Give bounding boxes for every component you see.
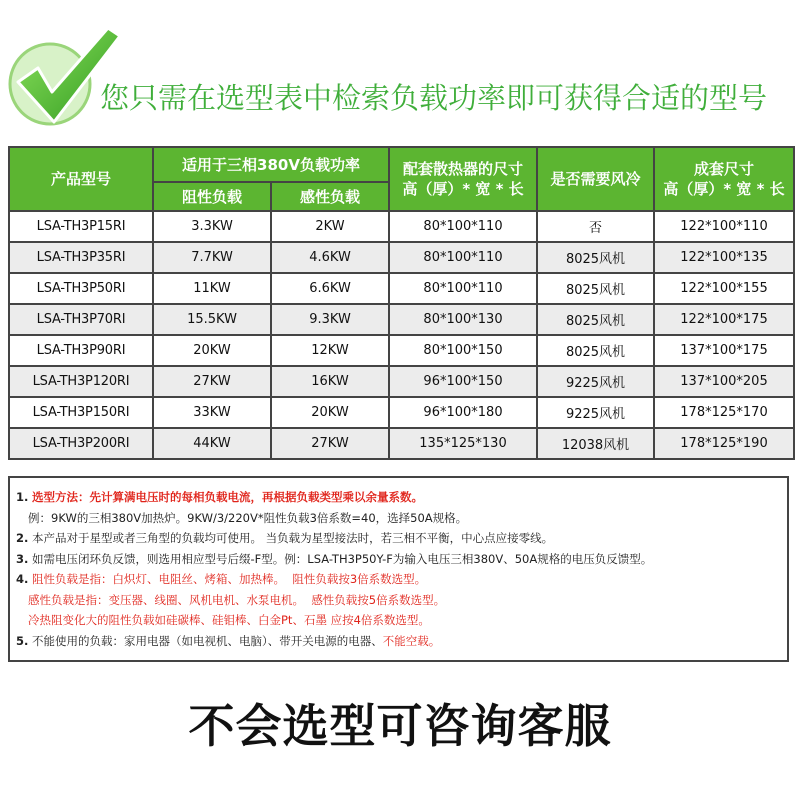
cell-heatsink: 80*100*110 bbox=[389, 273, 537, 304]
header bbox=[0, 0, 800, 140]
cell-fan: 8025风机 bbox=[537, 304, 654, 335]
cell-model: LSA-TH3P90RI bbox=[9, 335, 153, 366]
note-number: 1. bbox=[16, 490, 29, 504]
cell-set-size: 122*100*155 bbox=[654, 273, 794, 304]
header-power-group: 适用于三相380V负载功率 bbox=[153, 147, 389, 182]
note-3 bbox=[16, 549, 787, 570]
header-heatsink bbox=[389, 147, 537, 211]
headline: 您只需在选型表中检索负载功率即可获得合适的型号 bbox=[100, 81, 768, 115]
cell-set-size: 137*100*175 bbox=[654, 335, 794, 366]
note-5 bbox=[16, 631, 787, 652]
header-heatsink-line1: 配套散热器的尺寸 bbox=[403, 160, 524, 178]
cell-resistive: 7.7KW bbox=[153, 242, 271, 273]
table-row bbox=[9, 397, 794, 428]
header-set-size bbox=[654, 147, 794, 211]
cell-inductive: 6.6KW bbox=[271, 273, 389, 304]
cell-model: LSA-TH3P200RI bbox=[9, 428, 153, 459]
cell-inductive: 16KW bbox=[271, 366, 389, 397]
cell-heatsink: 96*100*180 bbox=[389, 397, 537, 428]
note-number: 5. bbox=[16, 633, 29, 648]
note-4-inductive-def: 感性负载是指：变压器、线圈、风机电机、水泵电机。 bbox=[28, 592, 304, 607]
cell-resistive: 11KW bbox=[153, 273, 271, 304]
note-3-text: 如需电压闭环负反馈，则选用相应型号后缀-F型。例：LSA-TH3P50Y-F为输入电压三相380V、50A规格的电压负反馈型。 bbox=[32, 551, 653, 566]
header-inductive: 感性负载 bbox=[271, 182, 389, 211]
table-row bbox=[9, 242, 794, 273]
header-model: 产品型号 bbox=[9, 147, 153, 211]
note-4 bbox=[16, 569, 787, 590]
table-row bbox=[9, 273, 794, 304]
table-row bbox=[9, 428, 794, 459]
cell-fan: 9225风机 bbox=[537, 366, 654, 397]
header-fan: 是否需要风冷 bbox=[537, 147, 654, 211]
note-4-special: 冷热阻变化大的阻性负载如硅碳棒、硅钼棒、白金Pt、石墨 应按4倍系数选型。 bbox=[28, 613, 430, 627]
note-5-red: 不能空载。 bbox=[382, 633, 441, 648]
cell-model: LSA-TH3P150RI bbox=[9, 397, 153, 428]
cell-model: LSA-TH3P120RI bbox=[9, 366, 153, 397]
selection-table-container bbox=[8, 146, 793, 460]
cell-inductive: 4.6KW bbox=[271, 242, 389, 273]
header-set-line2: 高（厚）* 宽 * 长 bbox=[663, 180, 785, 198]
note-4-inductive-factor: 感性负载按5倍系数选型。 bbox=[311, 592, 446, 607]
cell-resistive: 20KW bbox=[153, 335, 271, 366]
note-number: 4. bbox=[16, 572, 29, 586]
cell-inductive: 27KW bbox=[271, 428, 389, 459]
note-1-example: 例：9KW的三相380V加热炉。9KW/3/220V*阻性负载3倍系数=40，选择50A规格。 bbox=[28, 510, 468, 525]
cell-heatsink: 80*100*130 bbox=[389, 304, 537, 335]
note-4-resistive-def: 阻性负载是指：白炽灯、电阻丝、烤箱、加热棒。 bbox=[32, 572, 286, 586]
header-resistive: 阻性负载 bbox=[153, 182, 271, 211]
cell-inductive: 2KW bbox=[271, 211, 389, 242]
note-4-resistive-factor: 阻性负载按3倍系数选型。 bbox=[292, 572, 427, 586]
header-heatsink-line2: 高（厚）* 宽 * 长 bbox=[402, 180, 524, 198]
cell-resistive: 3.3KW bbox=[153, 211, 271, 242]
note-number: 3. bbox=[16, 551, 29, 566]
cell-set-size: 122*100*135 bbox=[654, 242, 794, 273]
table-row bbox=[9, 335, 794, 366]
cell-resistive: 15.5KW bbox=[153, 304, 271, 335]
cell-inductive: 9.3KW bbox=[271, 304, 389, 335]
cell-fan: 否 bbox=[537, 211, 654, 242]
cell-model: LSA-TH3P70RI bbox=[9, 304, 153, 335]
footer-consult: 不会选型可咨询客服 bbox=[188, 699, 612, 753]
cell-set-size: 122*100*175 bbox=[654, 304, 794, 335]
cell-heatsink: 135*125*130 bbox=[389, 428, 537, 459]
table-row bbox=[9, 304, 794, 335]
note-2-text: 本产品对于星型或者三角型的负载均可使用。 当负载为星型接法时，若三相不平衡，中心点应接零线。 bbox=[32, 531, 554, 545]
cell-model: LSA-TH3P50RI bbox=[9, 273, 153, 304]
cell-fan: 8025风机 bbox=[537, 335, 654, 366]
cell-set-size: 178*125*190 bbox=[654, 428, 794, 459]
cell-resistive: 44KW bbox=[153, 428, 271, 459]
table-row bbox=[9, 366, 794, 397]
note-number: 2. bbox=[16, 531, 29, 545]
header-set-line1: 成套尺寸 bbox=[694, 160, 755, 178]
cell-set-size: 137*100*205 bbox=[654, 366, 794, 397]
cell-set-size: 178*125*170 bbox=[654, 397, 794, 428]
note-5-text: 不能使用的负载：家用电器（如电视机、电脑）、带开关电源的电器、 bbox=[32, 633, 383, 648]
note-1-text: 选型方法：先计算满电压时的每相负载电流，再根据负载类型乘以余量系数。 bbox=[32, 490, 424, 504]
cell-fan: 12038风机 bbox=[537, 428, 654, 459]
cell-inductive: 12KW bbox=[271, 335, 389, 366]
cell-fan: 8025风机 bbox=[537, 242, 654, 273]
note-2 bbox=[16, 528, 787, 549]
cell-resistive: 27KW bbox=[153, 366, 271, 397]
note-1 bbox=[16, 487, 787, 508]
cell-resistive: 33KW bbox=[153, 397, 271, 428]
cell-model: LSA-TH3P35RI bbox=[9, 242, 153, 273]
cell-inductive: 20KW bbox=[271, 397, 389, 428]
cell-heatsink: 80*100*110 bbox=[389, 242, 537, 273]
table-row bbox=[9, 211, 794, 242]
cell-heatsink: 80*100*150 bbox=[389, 335, 537, 366]
cell-set-size: 122*100*110 bbox=[654, 211, 794, 242]
cell-fan: 9225风机 bbox=[537, 397, 654, 428]
cell-heatsink: 80*100*110 bbox=[389, 211, 537, 242]
cell-heatsink: 96*100*150 bbox=[389, 366, 537, 397]
cell-model: LSA-TH3P15RI bbox=[9, 211, 153, 242]
note-4-inductive bbox=[16, 590, 787, 611]
selection-table bbox=[8, 146, 795, 460]
notes-box bbox=[8, 476, 789, 662]
cell-fan: 8025风机 bbox=[537, 273, 654, 304]
